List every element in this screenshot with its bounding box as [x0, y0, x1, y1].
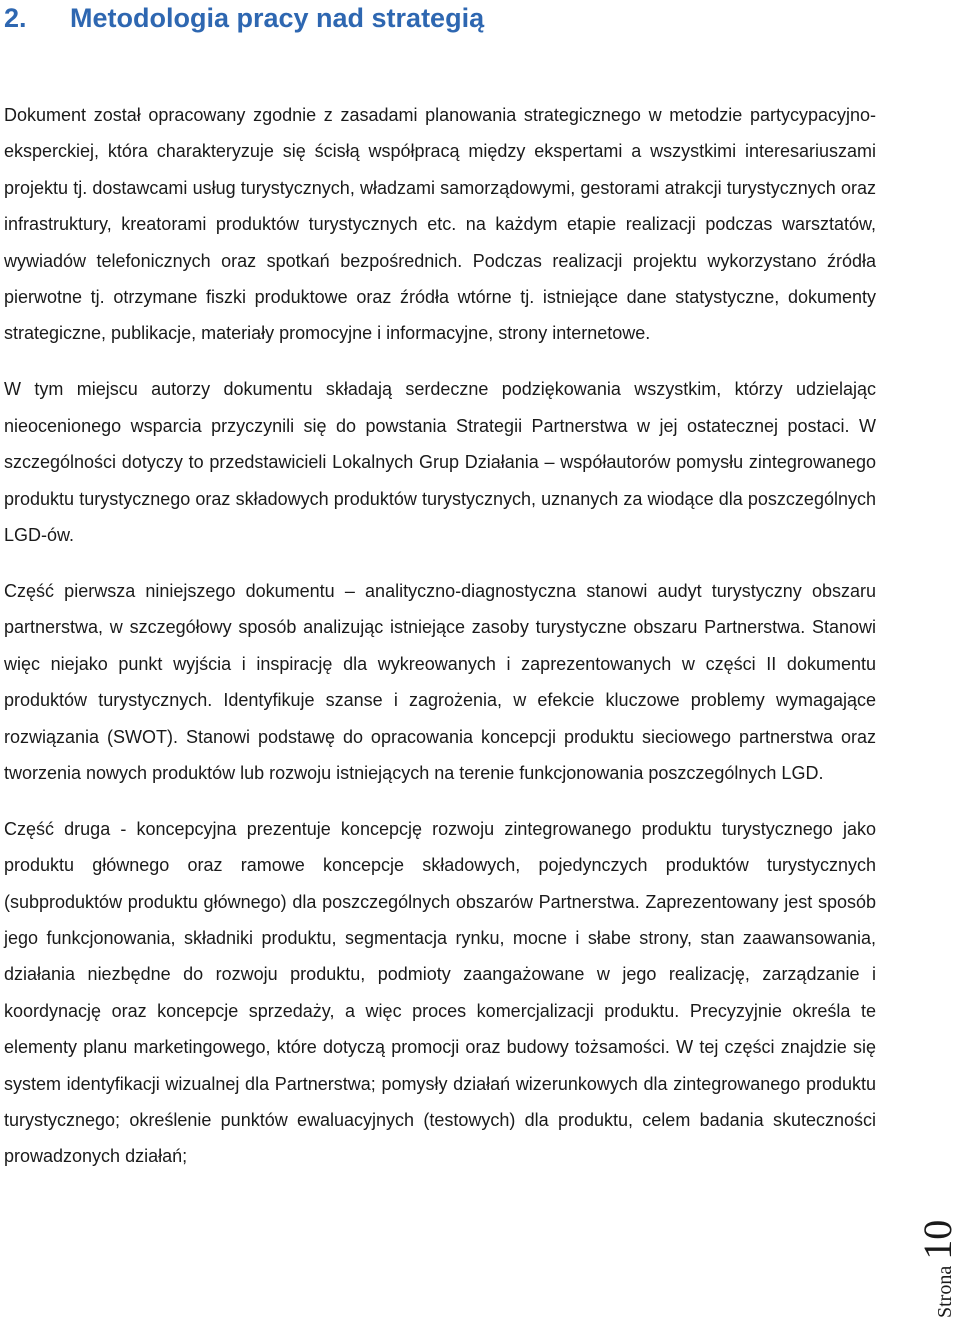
paragraph-acknowledgements: W tym miejscu autorzy dokumentu składają serdeczne podziękowania wszystkim, którzy udzielając nieocenionego wsparcia przyczynili się do powstania Strategii Partnerstwa w jej ostatecznej postaci. W szczególności dotyczy to przedstawicieli Lokalnych Grup Działania – współautorów pomysłu zintegrowanego produktu turystycznego oraz składowych produktów turystycznych, uznanych za wiodące dla poszczególnych LGD-ów. [4, 379, 876, 545]
paragraph-methodology: Dokument został opracowany zgodnie z zasadami planowania strategicznego w metodzie partycypacyjno-eksperckiej, która charakteryzuje się ścisłą współpracą między ekspertami a wszystkimi interesariuszami projektu tj. dostawcami usług turystycznych, władzami samorządowymi, gestorami atrakcji turystycznych oraz infrastruktury, kreatorami produktów turystycznych etc. na każdym etapie realizacji podczas warsztatów, wywiadów telefonicznych oraz spotkań bezpośrednich. Podczas realizacji projektu wykorzystano źródła pierwotne tj. otrzymane fiszki produktowe oraz źródła wtórne tj. istniejące dane statystyczne, dokumenty strategiczne, publikacje, materiały promocyjne i informacyjne, strony internetowe. [4, 105, 876, 344]
section-title: Metodologia pracy nad strategią [70, 3, 485, 33]
page-number: 10 [915, 1219, 960, 1260]
body-text [4, 97, 876, 1175]
section-heading [4, 0, 484, 36]
section-number: 2. [4, 3, 27, 33]
page-footer [915, 1198, 960, 1318]
page-label: Strona [934, 1265, 956, 1318]
paragraph-part-two: Część druga - koncepcyjna prezentuje koncepcję rozwoju zintegrowanego produktu turystycznego jako produktu głównego oraz ramowe koncepcje składowych, pojedynczych produktów turystycznych (subproduktów produktu głównego) dla poszczególnych obszarów Partnerstwa. Zaprezentowany jest sposób jego funkcjonowania, składniki produktu, segmentacja rynku, mocne i słabe strony, stan zaawansowania, działania niezbędne do rozwoju produktu, podmioty zaangażowane w jego realizację, zarządzanie i koordynację oraz koncepcje sprzedaży, a więc proces komercjalizacji produktu. Precyzyjnie określa te elementy planu marketingowego, które dotyczą promocji oraz budowy tożsamości. W tej części znajdzie się system identyfikacji wizualnej dla Partnerstwa; pomysły działań wizerunkowych dla zintegrowanego produktu turystycznego; określenie punktów ewaluacyjnych (testowych) dla produktu, celem badania skuteczności prowadzonych działań; [4, 818, 876, 1167]
paragraph-part-one: Część pierwsza niniejszego dokumentu – analityczno-diagnostyczna stanowi audyt turystyczny obszaru partnerstwa, w szczegółowy sposób analizując istniejące zasoby turystyczne obszaru Partnerstwa. Stanowi więc niejako punkt wyjścia i inspirację dla wykreowanych i zaprezentowanych w części II dokumentu produktów turystycznych. Identyfikuje szanse i zagrożenia, w efekcie kluczowe problemy wymagające rozwiązania (SWOT). Stanowi podstawę do opracowania koncepcji produktu sieciowego partnerstwa oraz tworzenia nowych produktów lub rozwoju istniejących na terenie funkcjonowania poszczególnych LGD. [4, 580, 876, 783]
